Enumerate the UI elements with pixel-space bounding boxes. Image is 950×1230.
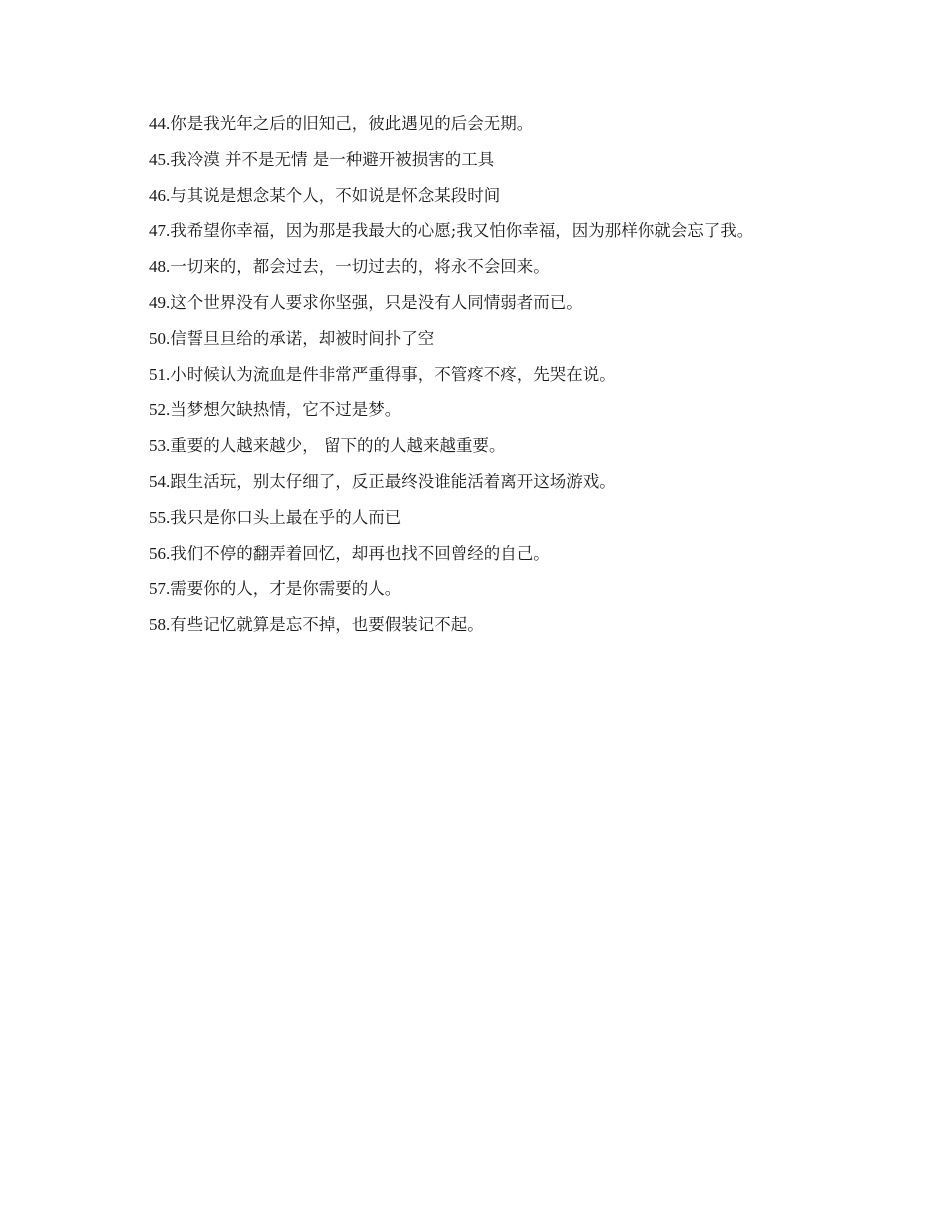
quote-item — [149, 148, 869, 184]
quote-number: 58. — [149, 615, 171, 635]
quote-text: 我们不停的翻弄着回忆，却再也找不回曾经的自己。 — [170, 543, 550, 563]
quote-list — [149, 112, 869, 649]
quote-text: 我只是你口头上最在乎的人而已 — [170, 507, 402, 527]
quote-item — [149, 613, 869, 649]
quote-item — [149, 112, 869, 148]
quote-item — [149, 327, 869, 363]
quote-text: 跟生活玩，别太仔细了，反正最终没谁能活着离开这场游戏。 — [170, 471, 616, 491]
quote-text: 当梦想欠缺热情，它不过是梦。 — [170, 400, 402, 420]
quote-number: 52. — [149, 400, 171, 420]
quote-item — [149, 506, 869, 542]
quote-text: 有些记忆就算是忘不掉，也要假装记不起。 — [170, 615, 484, 635]
quote-item — [149, 577, 869, 613]
quote-item — [149, 184, 869, 220]
quote-item — [149, 398, 869, 434]
quote-number: 55. — [149, 507, 171, 527]
quote-text: 一切来的，都会过去，一切过去的，将永不会回来。 — [170, 257, 550, 277]
quote-text: 信誓旦旦给的承诺，却被时间扑了空 — [170, 328, 435, 348]
quote-number: 56. — [149, 543, 171, 563]
quote-item — [149, 219, 869, 255]
quote-text: 需要你的人，才是你需要的人。 — [170, 579, 402, 599]
quote-text: 你是我光年之后的旧知己，彼此遇见的后会无期。 — [170, 114, 534, 133]
quote-item — [149, 542, 869, 578]
quote-item — [149, 255, 869, 291]
quote-item — [149, 434, 869, 470]
quote-number: 46. — [149, 185, 171, 205]
quote-text: 我希望你幸福，因为那是我最大的心愿;我又怕你幸福，因为那样你就会忘了我。 — [170, 221, 754, 241]
quote-text: 小时候认为流血是件非常严重得事，不管疼不疼，先哭在说。 — [170, 364, 616, 384]
quote-number: 49. — [149, 292, 171, 312]
quote-number: 44. — [149, 114, 171, 133]
quote-item — [149, 363, 869, 399]
quote-item — [149, 291, 869, 327]
quote-text: 我冷漠 并不是无情 是一种避开被损害的工具 — [170, 149, 495, 169]
quote-item — [149, 470, 869, 506]
quote-number: 51. — [149, 364, 171, 384]
quote-text: 这个世界没有人要求你坚强，只是没有人同情弱者而已。 — [170, 292, 583, 312]
quote-text: 重要的人越来越少， 留下的的人越来越重要。 — [170, 436, 506, 456]
quote-text: 与其说是想念某个人，不如说是怀念某段时间 — [170, 185, 501, 205]
quote-number: 45. — [149, 149, 171, 169]
quote-number: 57. — [149, 579, 171, 599]
quote-number: 54. — [149, 471, 171, 491]
quote-number: 53. — [149, 436, 171, 456]
quote-number: 47. — [149, 221, 171, 241]
quote-number: 50. — [149, 328, 171, 348]
quote-number: 48. — [149, 257, 171, 277]
